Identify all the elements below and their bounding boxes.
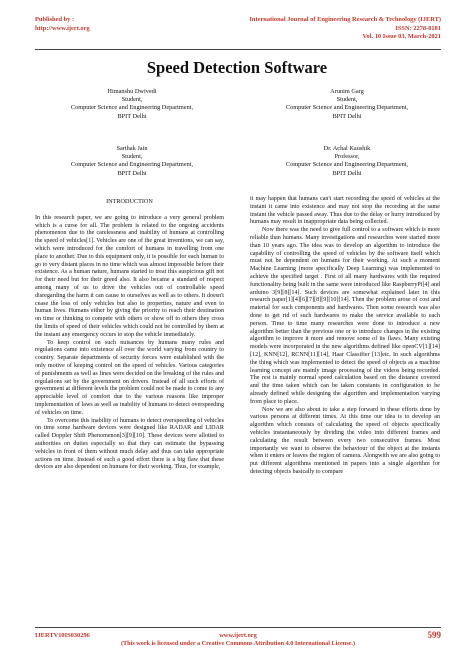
page-number: 599 [427,630,441,640]
body-paragraph: Now there was the need to give full control to a software which is more reliable than humans. Many investigations and researches were started more than 10 years ago. The idea was to develop an algorithm to introduce the capability of controlling the speed of vehicles by the software itself which must not be dependent on humans for their working. At such a moment Machine Learning (more specifically Deep Learning) was implemented to achieve the specified target . First of all many hardwares with the required functionality being built in the same were introduced like RaspberryPi[4] and arduino 3[9][8][14]. Such devices are somewhat explained later in this research paper[1][4][6][7][8][9][10][14]. Then the problem arose of cost and material for such components and hardwares. Then some research was also done to get rid of such hardwares to make the service available to each person. Time to time many researches were done to introduce a new algorithm better than the previous one or to introduce changes in the existing algorithm to improve it more and remove some of its flaws. Many existing models were incorporated in the new algorithms defined like openCV[1][14][12], KNN[12], RCNN[11][14], Haar Classifier [13]etc. In such algorithms the thing which was implemented to detect the speed of objects as a machine learning concept are mainly image processing of the videos being recorded. The rest is mainly normal speed calculation based on the distance covered and the time taken which can be taken constants in configuration to be already defined while designing the algorithm and implementation varying from place to place. [250,227,440,405]
author-role: Student, [336,96,358,104]
paper-title: Speed Detection Software [146,58,328,77]
author-name: Sarthak Jain [116,145,148,152]
author-inst: BPIT Delhi [117,112,147,120]
right-column [250,196,440,477]
issn: ISSN: 2278-0181 [395,24,441,32]
body-paragraph: In this research paper, we are going to introduce a very general problem which is a curse for all. The problem is related to the ongoing accidents phenomenon due to the carelessness and inability of humans at controlling the speed of vehicles[1]. Vehicles are one of the great inventions, we can say, which were introduced for the comfort of humans in travelling from one place to another. Due to this equipment only, it is possible for each human to go to very distant places in no time which was almost impossible before their existence. As a human nature, humans started to treat this auspicious gift not for their need but for their greed also. It also became a standard of respect among many of us to drive the vehicles out of controllable speed disregarding the harm it can cause to ourselves as well as to others. It doesn't cease the loss of only vehicles but also to properties, nature and even to human lives. Humans either by giving the priority to reach their destination on time or thinking to compete with others or show off to others they cross the limits of speed of their vehicles which could not be controlled by them at the instant any emergency occurs to stop the vehicle immediately. [35,214,224,338]
author-role: Student, [121,153,143,161]
publisher-label: Published by : [35,16,75,23]
author-block [262,88,432,121]
author-block [47,88,217,121]
author-name: Dr. Achal Kaushik [323,145,371,152]
author-inst: BPIT Delhi [117,169,147,177]
author-dept: Computer Science and Engineering Department, [285,104,409,112]
author-inst: BPIT Delhi [332,112,362,120]
body-paragraph: To keep control on such nuisances by humans many rules and regulations came into existence all over the world varying from country to country. Separate departments of security forces were established with the only motive of keeping control on the speed of vehicles. Various categories of punishments as well as fines were decided on the breaking of the rules and regulations set by the government on drivers. Instead of all such efforts of government at different levels the problem could not be made to come to any appreciable level of comfort due to the various reasons like improper implementation of laws as well as inability of humans to detect overspeeding of vehicles on time. [35,339,224,416]
publisher-block [35,16,90,33]
publisher-link[interactable]: http://www.ijert.org [35,24,90,32]
author-role: Professor, [334,153,360,161]
author-dept: Computer Science and Engineering Department, [70,161,194,169]
journal-name: International Journal of Engineering Research & Technology (IJERT) [249,16,441,23]
author-block [262,145,432,178]
header-rule [35,49,441,50]
author-dept: Computer Science and Engineering Department, [70,104,194,112]
body-paragraph: Now we are also about to take a step forward in these efforts done by various persons at different times. At this time our idea is to develop an algorithm which consists of calculating the speed of objects specifically vehicles instantaneously by dividing the video into different frames and calculating the result between every two consecutive frames. Most importantly we want to observe the behaviour of the object at the instants when it enters or leaves the region of camera. Alongwith we are also going to put different algorithms mentioned in papers into a single algorithm for detecting objects basically to compare [250,406,440,475]
page-footer [35,627,441,653]
left-column [35,198,224,472]
author-inst: BPIT Delhi [332,169,362,177]
body-paragraph: it may happen that humans can't start recording the speed of vehicles at the instant it came into existence and may not stop the recording at the same instant the vehicle passed away. Thus due to the delay or hurry introduced by humans may result in inappropriate data being collected. [250,196,440,226]
journal-block [249,16,441,42]
footer-rule [35,627,441,628]
author-name: Himanshu Dwivedi [107,88,157,95]
author-role: Student, [121,96,143,104]
author-name: Arunim Garg [330,88,364,95]
body-paragraph: To overcome this inability of humans to detect overspeeding of vehicles on time some hardware devices were designed like RADAR and LIDAR called Doppler Shift Phenomenon[3][9][10]. These devices were allotted to authorities on duties especially so that they can estimate the bypassing vehicles in front of them without much delay and thus can take appropriate actions on time. Instead of such a good effort there is a big flaw that these devices are also dependent on humans for their working. Thus, for example, [35,417,224,471]
author-block [47,145,217,178]
author-dept: Computer Science and Engineering Department, [285,161,409,169]
section-heading-introduction: INTRODUCTION [106,198,153,205]
license-note: (This work is licensed under a Creative Commons Attribution 4.0 International License.) [120,640,356,647]
volume-issue: Vol. 10 Issue 03, March-2021 [362,33,441,41]
page-header [35,16,441,50]
footer-site-link[interactable]: www.ijert.org [219,632,257,639]
paper-id: IJERTV10IS030296 [35,632,90,639]
